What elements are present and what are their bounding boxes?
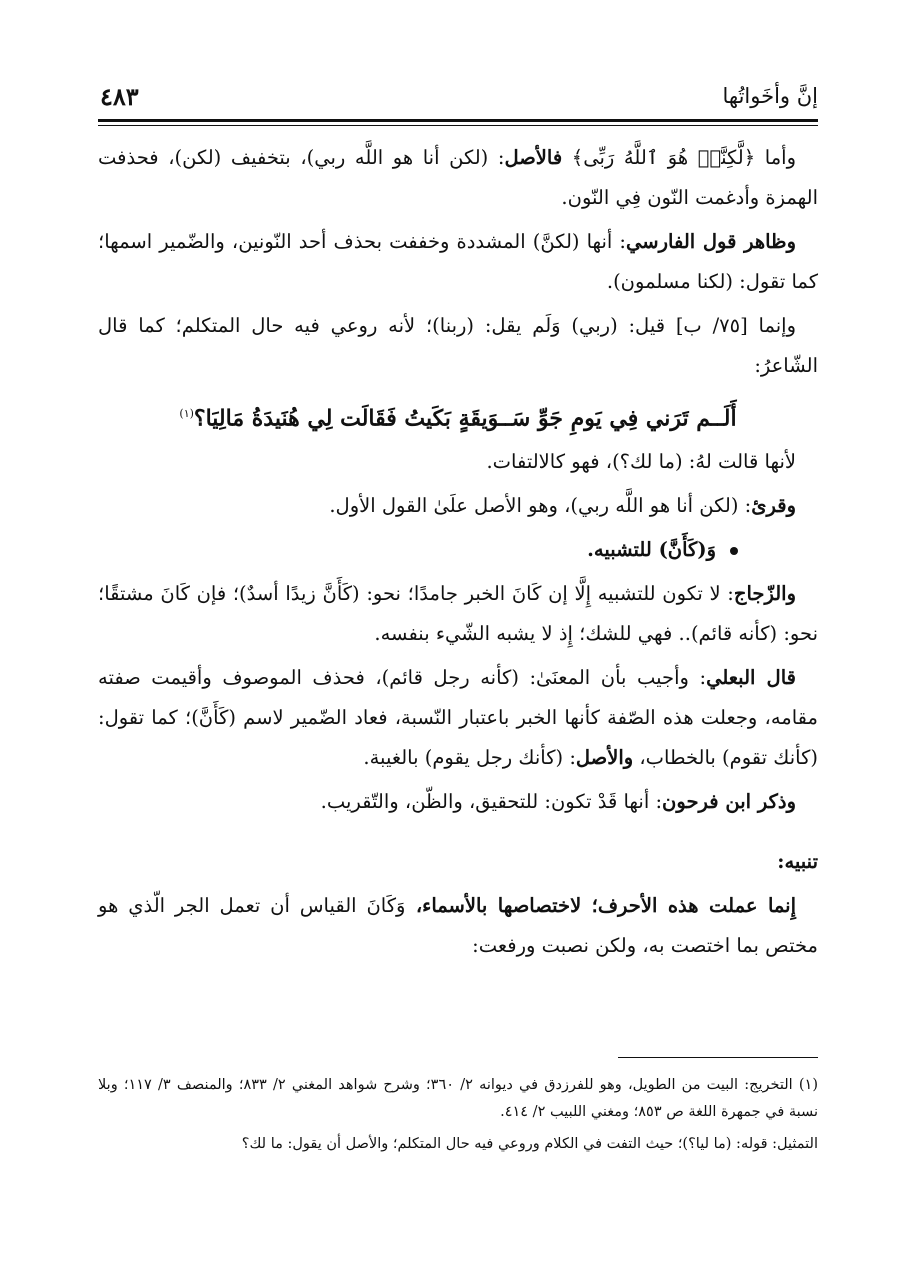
bold-term: قال البعلي (706, 666, 796, 690)
bold-term: والأصل (575, 746, 634, 770)
paragraph-text: وَكَانَ القياس أن تعمل الجر الّذي هو مختص بما اختصت به، ولكن نصبت ورفعت: (98, 894, 818, 958)
paragraph-6 (98, 574, 818, 654)
bullet-item (98, 530, 818, 570)
footnote-ref: (١) (179, 407, 194, 420)
paragraph-1 (98, 138, 818, 218)
paragraph-text: : (لكن أنا هو اللَّه ربي)، وهو الأصل علَىٰ القول الأول. (329, 494, 752, 518)
paragraph-text: : أنها قَدْ تكون: للتحقيق، والظّن، والتّقريب. (320, 790, 663, 814)
bold-term: وقرئ (751, 494, 796, 518)
paragraph-3 (98, 306, 818, 386)
running-title: إنَّ وأخَواتُها (722, 84, 818, 108)
paragraph-text: : (لكن أنا هو اللَّه ربي)، بتخفيف (لكن)، فحذفت الهمزة وأدغمت النّون فِي النّون. (98, 146, 818, 209)
page-number: ٤٨٣ (100, 82, 139, 111)
page-header (100, 84, 818, 116)
paragraph-text: وإنما [٧٥/ ب] قيل: (ربي) وَلَم يقل: (ربنا)؛ لأنه روعي فيه حال المتكلم؛ كما قال الشّاعرُ: (98, 314, 818, 377)
bold-term: إِنما عملت هذه الأحرف؛ لاختصاصها بالأسماء، (405, 894, 796, 918)
paragraph-9 (98, 886, 818, 966)
bullet-icon (730, 547, 738, 555)
section-heading: تنبيه: (777, 850, 818, 874)
bold-term: وذكر ابن فرحون (662, 790, 796, 814)
paragraph-text: : لا تكون للتشبيه إِلَّا إن كَانَ الخبر جامدًا؛ نحو: (كَأَنَّ زيدًا أسدٌ)؛ فإن كَانَ مشتقًا؛ نحو: (كأنه قائم).. فهي للشك؛ إِذ لا يشبه الشّيء بنفسه. (98, 582, 818, 646)
bold-term: وظاهر قول الفارسي (626, 230, 796, 253)
verse-text: أَلَــم تَرَني فِي يَومِ جَوِّ سَــوَيقَةٍ بَكَيتُ فَقَالَت لِي هُنَيدَةُ مَالِيَا؟ (193, 405, 737, 432)
footnote-1: (١) التخريج: البيت من الطويل، وهو للفرزدق في ديوانه ٢/ ٣٦٠؛ وشرح شواهد المغني ٢/ ٨٣٣؛ والمنصف ٣/ ١١٧؛ وبلا نسبة في جمهرة اللغة ص ٨٥٣؛ ومغني اللبيب ٢/ ٤١٤. (98, 1077, 818, 1120)
paragraph-7 (98, 658, 818, 778)
footnote-2: التمثيل: قوله: (ما ليا؟)؛ حيث التفت في الكلام وروعي فيه حال المتكلم؛ والأصل أن يقول: ما لك؟ (241, 1136, 818, 1152)
main-text (98, 138, 818, 970)
footnote-rule (618, 1057, 818, 1058)
paragraph-5 (98, 486, 818, 526)
paragraph-8 (98, 782, 818, 822)
bold-term: فالأصل (504, 146, 563, 169)
header-rule-thick (98, 119, 818, 122)
paragraph-text: : (كأنك رجل يقوم) بالغيبة. (363, 746, 576, 770)
paragraph-text: : وأجيب بأن المعنَىٰ: (كأنه رجل قائم)، فحذف الموصوف وأقيمت صفته مقامه، وجعلت هذه الصّفة كأنها الخبر باعتبار النّسبة، فعاد الضّمير لاسم (كَأَنَّ)؛ كما تقول: (كأنك تقوم) بالخطاب، (98, 666, 818, 770)
bold-term: والزّجاج (733, 582, 796, 606)
bullet-text: وَ(كَأَنَّ) للتشبيه. (587, 538, 716, 562)
paragraph-text: لأنها قالت لهُ: (ما لك؟)، فهو كالالتفات. (486, 450, 796, 474)
spacer (98, 826, 818, 842)
paragraph-text: : أنها (لكنَّ) المشددة وخففت بحذف أحد النّونين، والضّمير اسمها؛ كما تقول: (لكنا مسلمون). (98, 230, 818, 293)
poetry-verse (98, 394, 818, 438)
header-rule-thin (98, 125, 818, 126)
paragraph-2 (98, 222, 818, 302)
quran-quote: وأما ﴿لَّكِنَّا۠ هُوَ ٱللَّهُ رَبِّى﴾ (562, 146, 796, 169)
footnotes (98, 1072, 818, 1163)
paragraph-4 (98, 442, 818, 482)
